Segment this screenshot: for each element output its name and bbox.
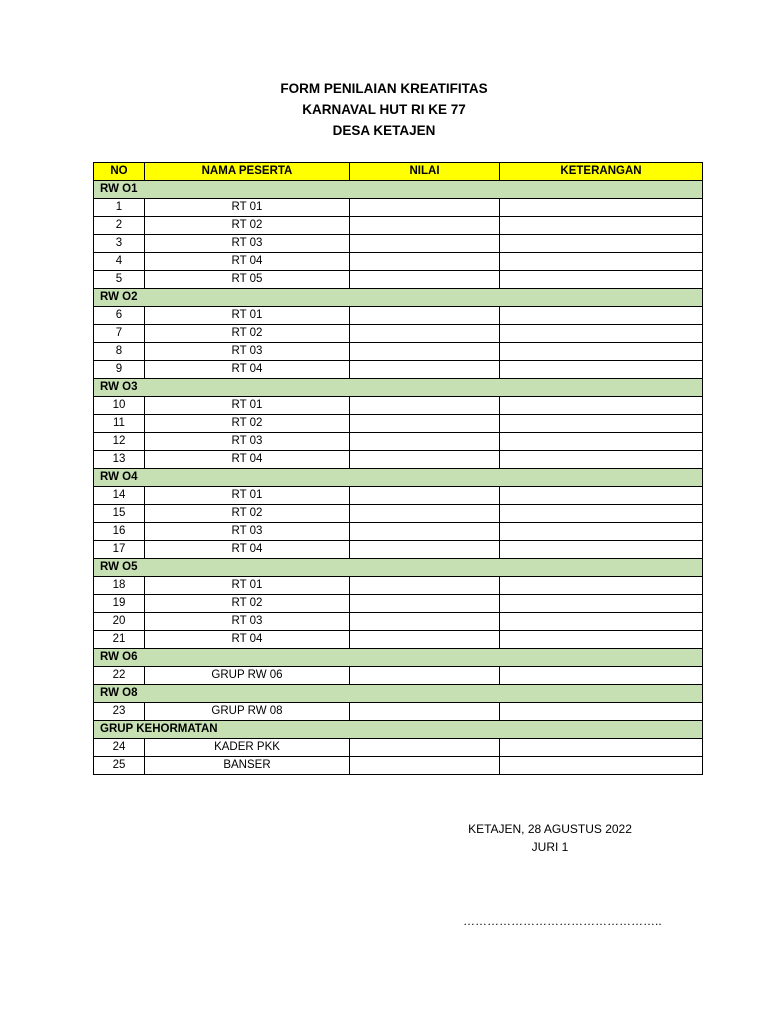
table-row	[94, 757, 703, 775]
score-cell[interactable]	[350, 397, 500, 415]
group-label: GRUP KEHORMATAN	[94, 721, 703, 739]
participant-name: RT 04	[145, 541, 350, 559]
score-cell[interactable]	[350, 667, 500, 685]
row-number: 23	[94, 703, 145, 721]
remarks-cell[interactable]	[500, 667, 703, 685]
participant-name: RT 05	[145, 271, 350, 289]
row-number: 24	[94, 739, 145, 757]
remarks-cell[interactable]	[500, 253, 703, 271]
participant-name: RT 04	[145, 631, 350, 649]
remarks-cell[interactable]	[500, 631, 703, 649]
remarks-cell[interactable]	[500, 415, 703, 433]
remarks-cell[interactable]	[500, 343, 703, 361]
score-cell[interactable]	[350, 523, 500, 541]
remarks-cell[interactable]	[500, 523, 703, 541]
table-row	[94, 343, 703, 361]
score-cell[interactable]	[350, 595, 500, 613]
group-label: RW O2	[94, 289, 703, 307]
row-number: 10	[94, 397, 145, 415]
title-line-2: KARNAVAL HUT RI KE 77	[302, 102, 466, 117]
row-number: 21	[94, 631, 145, 649]
group-row	[94, 685, 703, 703]
group-row	[94, 721, 703, 739]
row-number: 16	[94, 523, 145, 541]
title-line-1: FORM PENILAIAN KREATIFITAS	[280, 81, 488, 96]
place-date: KETAJEN, 28 AGUSTUS 2022	[468, 822, 632, 836]
row-number: 18	[94, 577, 145, 595]
remarks-cell[interactable]	[500, 595, 703, 613]
group-label: RW O6	[94, 649, 703, 667]
participant-name: RT 02	[145, 325, 350, 343]
score-cell[interactable]	[350, 631, 500, 649]
participant-name: RT 02	[145, 505, 350, 523]
table-body	[94, 181, 703, 775]
group-row	[94, 181, 703, 199]
row-number: 17	[94, 541, 145, 559]
score-cell[interactable]	[350, 325, 500, 343]
table-row	[94, 199, 703, 217]
table-row	[94, 217, 703, 235]
table-row	[94, 505, 703, 523]
participant-name: RT 03	[145, 433, 350, 451]
table-row	[94, 451, 703, 469]
row-number: 3	[94, 235, 145, 253]
group-row	[94, 289, 703, 307]
score-cell[interactable]	[350, 433, 500, 451]
remarks-cell[interactable]	[500, 397, 703, 415]
remarks-cell[interactable]	[500, 613, 703, 631]
participant-name: RT 01	[145, 577, 350, 595]
group-label: RW O5	[94, 559, 703, 577]
table-row	[94, 595, 703, 613]
score-cell[interactable]	[350, 343, 500, 361]
table-row	[94, 307, 703, 325]
participant-name: GRUP RW 06	[145, 667, 350, 685]
table-row	[94, 613, 703, 631]
remarks-cell[interactable]	[500, 703, 703, 721]
group-row	[94, 469, 703, 487]
row-number: 12	[94, 433, 145, 451]
row-number: 22	[94, 667, 145, 685]
table-row	[94, 487, 703, 505]
score-cell[interactable]	[350, 487, 500, 505]
score-cell[interactable]	[350, 541, 500, 559]
remarks-cell[interactable]	[500, 325, 703, 343]
participant-name: RT 04	[145, 451, 350, 469]
score-cell[interactable]	[350, 577, 500, 595]
row-number: 13	[94, 451, 145, 469]
table-row	[94, 667, 703, 685]
table-row	[94, 577, 703, 595]
column-header-no: NO	[94, 163, 145, 181]
remarks-cell[interactable]	[500, 433, 703, 451]
judge-label: JURI 1	[531, 840, 569, 854]
remarks-cell[interactable]	[500, 541, 703, 559]
participant-name: RT 03	[145, 235, 350, 253]
signature-line: …………………………………………..	[463, 914, 662, 928]
participant-name: RT 02	[145, 217, 350, 235]
group-row	[94, 559, 703, 577]
participant-name: RT 03	[145, 613, 350, 631]
group-label: RW O1	[94, 181, 703, 199]
row-number: 25	[94, 757, 145, 775]
table-row	[94, 631, 703, 649]
participant-name: RT 02	[145, 415, 350, 433]
participant-name: RT 01	[145, 487, 350, 505]
participant-name: KADER PKK	[145, 739, 350, 757]
row-number: 7	[94, 325, 145, 343]
column-header-nama-peserta: NAMA PESERTA	[145, 163, 350, 181]
title-line-3: DESA KETAJEN	[332, 123, 436, 138]
group-row	[94, 649, 703, 667]
table-row	[94, 541, 703, 559]
table-row	[94, 235, 703, 253]
row-number: 2	[94, 217, 145, 235]
remarks-cell[interactable]	[500, 451, 703, 469]
remarks-cell[interactable]	[500, 361, 703, 379]
group-label: RW O8	[94, 685, 703, 703]
score-cell[interactable]	[350, 307, 500, 325]
table-row	[94, 703, 703, 721]
participant-name: RT 01	[145, 199, 350, 217]
row-number: 19	[94, 595, 145, 613]
remarks-cell[interactable]	[500, 199, 703, 217]
group-label: RW O3	[94, 379, 703, 397]
participant-name: RT 04	[145, 253, 350, 271]
row-number: 8	[94, 343, 145, 361]
table-row	[94, 361, 703, 379]
table-row	[94, 415, 703, 433]
participant-name: RT 03	[145, 343, 350, 361]
table-row	[94, 739, 703, 757]
participant-name: RT 03	[145, 523, 350, 541]
participant-name: RT 02	[145, 595, 350, 613]
column-header-keterangan: KETERANGAN	[500, 163, 703, 181]
table-row	[94, 523, 703, 541]
score-cell[interactable]	[350, 613, 500, 631]
table-header-row	[94, 163, 703, 181]
table-row	[94, 397, 703, 415]
form-title	[0, 78, 768, 141]
group-row	[94, 379, 703, 397]
remarks-cell[interactable]	[500, 217, 703, 235]
column-header-nilai: NILAI	[350, 163, 500, 181]
remarks-cell[interactable]	[500, 307, 703, 325]
row-number: 4	[94, 253, 145, 271]
table-row	[94, 433, 703, 451]
score-cell[interactable]	[350, 415, 500, 433]
participant-name: BANSER	[145, 757, 350, 775]
score-cell[interactable]	[350, 703, 500, 721]
score-cell[interactable]	[350, 757, 500, 775]
score-cell[interactable]	[350, 235, 500, 253]
participant-name: GRUP RW 08	[145, 703, 350, 721]
score-cell[interactable]	[350, 739, 500, 757]
remarks-cell[interactable]	[500, 487, 703, 505]
participant-name: RT 01	[145, 397, 350, 415]
row-number: 1	[94, 199, 145, 217]
remarks-cell[interactable]	[500, 739, 703, 757]
participant-name: RT 01	[145, 307, 350, 325]
remarks-cell[interactable]	[500, 271, 703, 289]
score-cell[interactable]	[350, 451, 500, 469]
row-number: 15	[94, 505, 145, 523]
score-cell[interactable]	[350, 199, 500, 217]
remarks-cell[interactable]	[500, 505, 703, 523]
remarks-cell[interactable]	[500, 757, 703, 775]
table-row	[94, 253, 703, 271]
participant-name: RT 04	[145, 361, 350, 379]
row-number: 9	[94, 361, 145, 379]
score-cell[interactable]	[350, 271, 500, 289]
table-row	[94, 271, 703, 289]
score-cell[interactable]	[350, 361, 500, 379]
score-cell[interactable]	[350, 253, 500, 271]
assessment-table	[93, 162, 703, 775]
row-number: 14	[94, 487, 145, 505]
row-number: 20	[94, 613, 145, 631]
row-number: 11	[94, 415, 145, 433]
score-cell[interactable]	[350, 505, 500, 523]
row-number: 5	[94, 271, 145, 289]
table-row	[94, 325, 703, 343]
remarks-cell[interactable]	[500, 235, 703, 253]
score-cell[interactable]	[350, 217, 500, 235]
row-number: 6	[94, 307, 145, 325]
group-label: RW O4	[94, 469, 703, 487]
remarks-cell[interactable]	[500, 577, 703, 595]
